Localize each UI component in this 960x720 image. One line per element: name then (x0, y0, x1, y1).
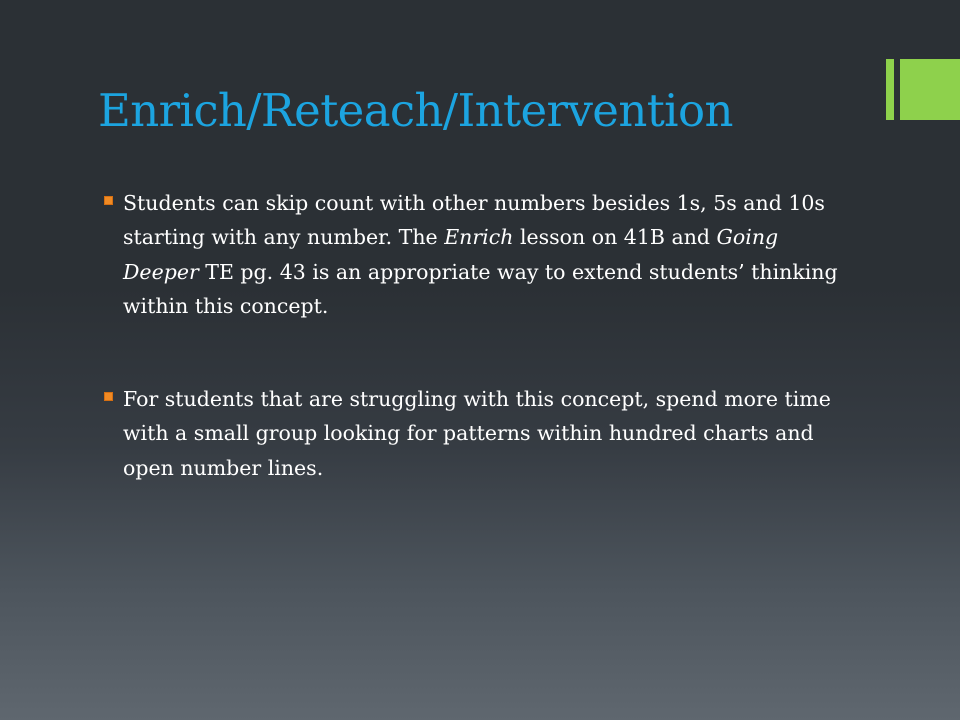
bullet-text-segment: Students can skip count with other numbers besides 1s, 5s and 10s starting with any number. The (123, 191, 825, 250)
bullet-text: For students that are struggling with this concept, spend more time with a small group looking for patterns within hundred charts and open number lines. (123, 387, 831, 480)
square-bullet-icon (104, 392, 113, 401)
bullet-item-enrich (104, 186, 844, 323)
enrich-emphasis: Enrich (444, 225, 514, 250)
corner-accent-thin-bar (886, 59, 894, 120)
corner-accent-block (900, 59, 960, 120)
going-deeper-emphasis: Going Deeper (123, 225, 779, 284)
square-bullet-icon (104, 196, 113, 205)
slide-title: Enrich/Reteach/Intervention (98, 84, 733, 137)
bullet-item-reteach (104, 382, 844, 485)
bullet-list (104, 186, 844, 485)
bullet-text-segment: lesson on 41B and (513, 225, 717, 250)
bullet-text-segment: TE pg. 43 is an appropriate way to extend students’ thinking within this concept. (123, 259, 838, 318)
